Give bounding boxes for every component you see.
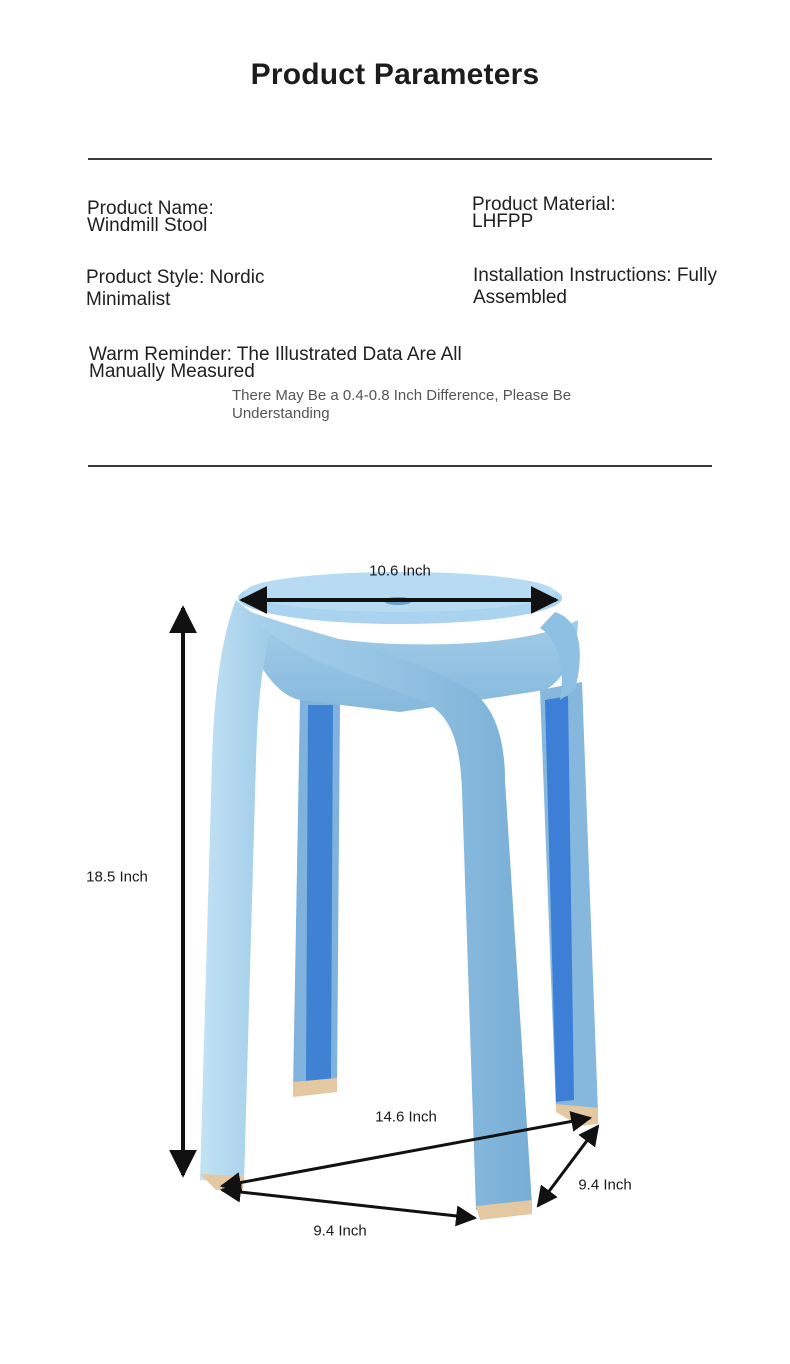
installation-line1: Installation Instructions: Fully [473, 265, 717, 286]
product-style-line2: Minimalist [86, 289, 171, 310]
difference-note-line1: There May Be a 0.4-0.8 Inch Difference, Please Be [232, 387, 572, 404]
back-right-leg [540, 682, 598, 1126]
right-side-label: 9.4 Inch [578, 1176, 632, 1194]
height-label: 18.5 Inch [86, 868, 148, 886]
diagonal-label: 14.6 Inch [375, 1108, 437, 1126]
page-title: Product Parameters [250, 58, 540, 91]
product-material-value: LHFPP [472, 211, 534, 232]
product-name-label: Product Name: [87, 198, 214, 219]
front-side-arrow [222, 1190, 475, 1218]
front-left-leg [200, 600, 272, 1190]
difference-note-line2: Understanding [232, 405, 330, 422]
seat-diameter-label: 10.6 Inch [369, 562, 431, 580]
right-side-arrow [538, 1126, 598, 1206]
front-side-label: 9.4 Inch [313, 1222, 367, 1240]
installation-line2: Assembled [473, 287, 567, 308]
product-material-label: Product Material: [472, 194, 616, 215]
diagonal-arrow [222, 1118, 590, 1186]
product-style-line1: Product Style: Nordic [86, 267, 265, 288]
back-left-leg [293, 700, 340, 1097]
product-name-value: Windmill Stool [87, 215, 208, 236]
warm-reminder-line2: Manually Measured [89, 361, 255, 382]
warm-reminder-line1: Warm Reminder: The Illustrated Data Are All [89, 344, 462, 365]
